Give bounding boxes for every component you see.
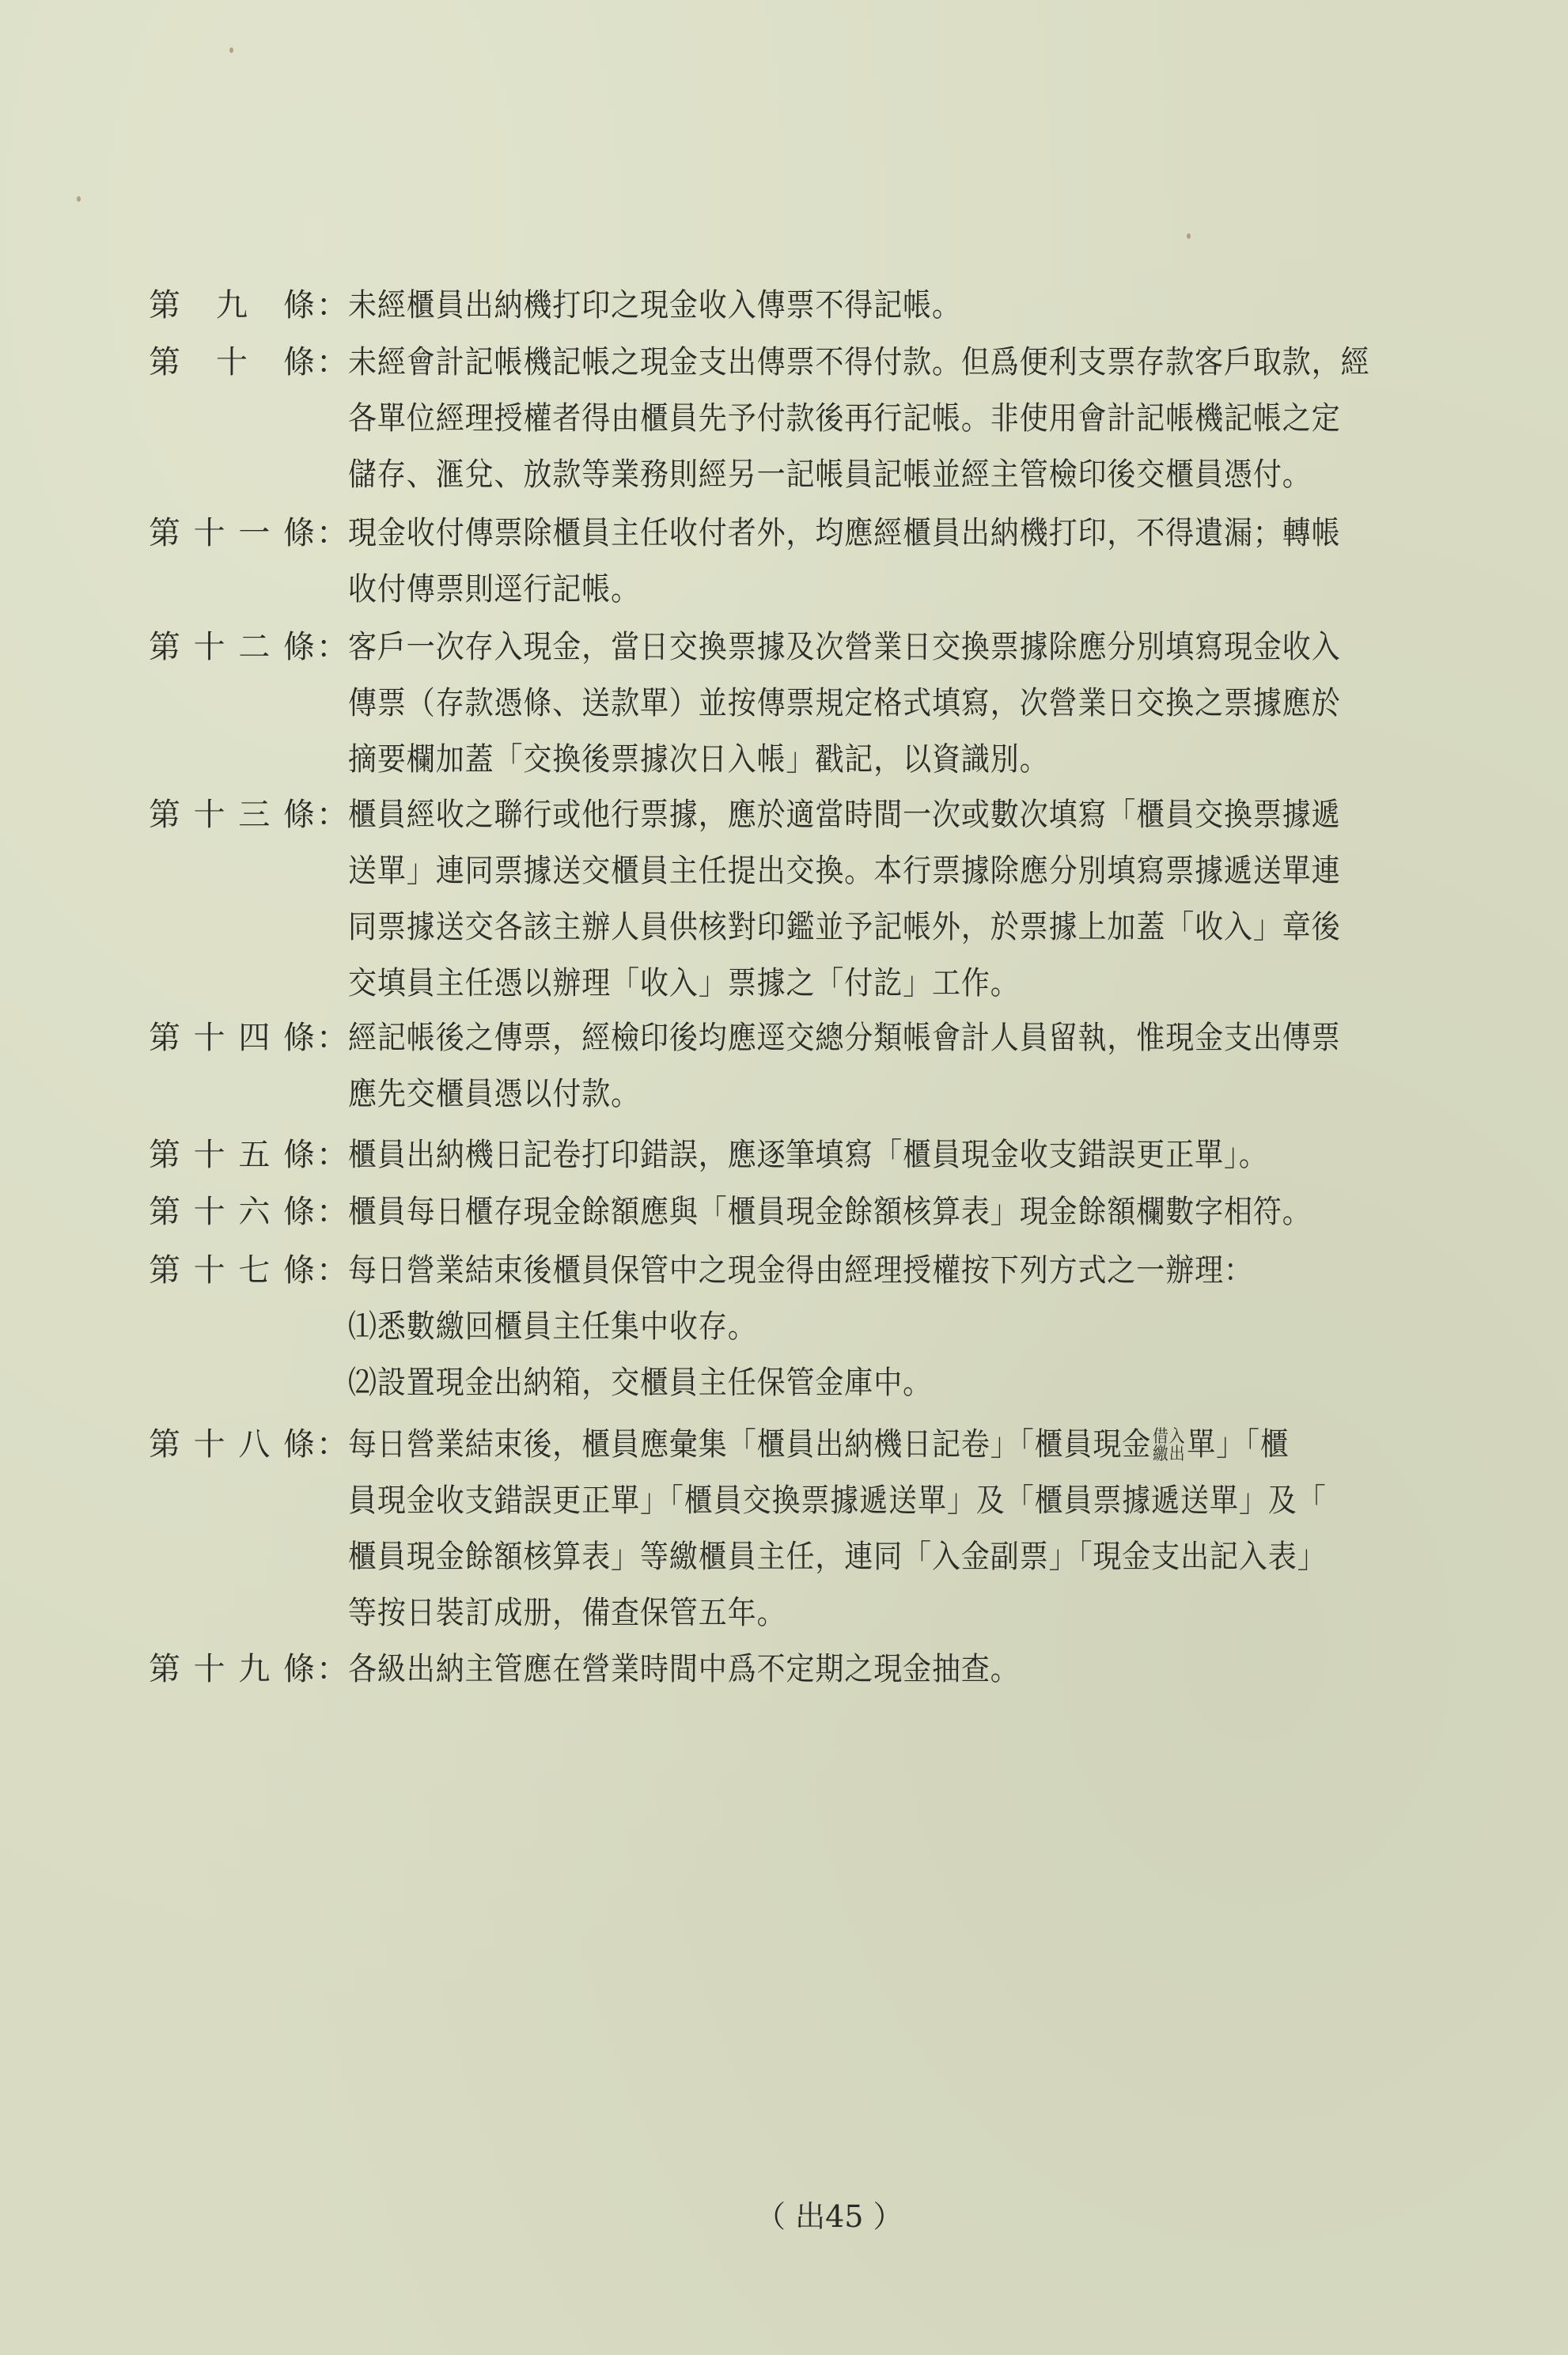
article-line: 送單」連同票據送交櫃員主任提出交換。本行票據除應分別填寫票據遞送單連 (348, 853, 1341, 889)
article-line: 櫃員出納機日記卷打印錯誤，應逐筆填寫「櫃員現金收支錯誤更正單」。 (348, 1137, 1268, 1173)
stacked-annotation: 借入 繳出 (1153, 1427, 1186, 1464)
article-body (348, 287, 1456, 346)
article-body (348, 1653, 1456, 1709)
article-label: 第 九 條 (149, 287, 315, 324)
article-line: 每日營業結束後櫃員保管中之現金得由經理授權按下列方式之一辦理： (348, 1252, 1253, 1289)
article-colon: ： (316, 344, 348, 381)
article-line: 經記帳後之傳票，經檢印後均應逕交總分類帳會計人員留執，惟現金支出傳票 (348, 1020, 1341, 1056)
article-colon: ： (316, 287, 348, 324)
list-item-2: ⑵設置現金出納箱，交櫃員主任保管金庫中。 (348, 1365, 932, 1401)
article-body (348, 1426, 1456, 1653)
article-line: 現金收付傳票除櫃員主任收付者外，均應經櫃員出納機打印，不得遺漏；轉帳 (348, 515, 1341, 551)
article-body (348, 1139, 1456, 1195)
article-line: 未經櫃員出納機打印之現金收入傳票不得記帳。 (348, 287, 961, 324)
article-colon: ： (316, 797, 348, 833)
article-body (348, 517, 1456, 630)
page-number: （ 出45 ） (756, 2199, 903, 2234)
article-label: 第 十 二 條 (149, 629, 315, 665)
article-label: 第 十 九 條 (149, 1651, 315, 1687)
article-label: 第 十 八 條 (149, 1426, 315, 1463)
article-line: 櫃員現金餘額核算表」等繳櫃員主任，連同「入金副票」「現金支出記入表」 (348, 1539, 1327, 1575)
article-line: 收付傳票則逕行記帳。 (348, 571, 640, 608)
article-body (348, 631, 1456, 800)
article-colon: ： (316, 1651, 348, 1687)
article-body (348, 346, 1456, 515)
article-colon: ： (316, 1137, 348, 1173)
article-line: 傳票（存款憑條、送款單）並按傳票規定格式填寫，次營業日交換之票據應於 (348, 685, 1341, 721)
article-line: 每日營業結束後，櫃員應彙集「櫃員出納機日記卷」「櫃員現金 借入 繳出 單」「櫃 (348, 1426, 1290, 1464)
list-item-1: ⑴悉數繳回櫃員主任集中收存。 (348, 1308, 757, 1345)
article-body (348, 1252, 1456, 1423)
article-line: 未經會計記帳機記帳之現金支出傳票不得付款。但爲便利支票存款客戶取款，經 (348, 344, 1370, 381)
article-colon: ： (316, 515, 348, 551)
article-line: 儲存、滙兌、放款等業務則經另一記帳員記帳並經主管檢印後交櫃員憑付。 (348, 456, 1312, 493)
article-line: 摘要欄加蓋「交換後票據次日入帳」戳記，以資識別。 (348, 741, 1049, 778)
article-label: 第 十 六 條 (149, 1194, 315, 1230)
article-label: 第 十 四 條 (149, 1020, 315, 1056)
article-line: 櫃員每日櫃存現金餘額應與「櫃員現金餘額核算表」現金餘額欄數字相符。 (348, 1194, 1312, 1230)
article-label: 第 十 條 (149, 344, 315, 381)
article-line: 交填員主任憑以辦理「收入」票據之「付訖」工作。 (348, 965, 1020, 1001)
article-line: 櫃員經收之聯行或他行票據，應於適當時間一次或數次填寫「櫃員交換票據遞 (348, 797, 1341, 833)
article-body (348, 1196, 1456, 1252)
paper-speck (229, 47, 233, 53)
article-line: 各單位經理授權者得由櫃員先予付款後再行記帳。非使用會計記帳機記帳之定 (348, 400, 1341, 437)
article-colon: ： (316, 1426, 348, 1463)
article-line: 員現金收支錯誤更正單」「櫃員交換票據遞送單」及「櫃員票據遞送單」及「 (348, 1482, 1327, 1519)
article-colon: ： (316, 1194, 348, 1230)
article-body (348, 1022, 1456, 1134)
article-colon: ： (316, 629, 348, 665)
article-line: 客戶一次存入現金，當日交換票據及次營業日交換票據除應分別填寫現金收入 (348, 629, 1341, 665)
article-line: 應先交櫃員憑以付款。 (348, 1076, 640, 1112)
article-label: 第 十 五 條 (149, 1137, 315, 1173)
article-line: 同票據送交各該主辦人員供核對印鑑並予記帳外，於票據上加蓋「收入」章後 (348, 909, 1341, 945)
article-label: 第 十 一 條 (149, 515, 315, 551)
paper-speck (77, 196, 81, 202)
article-line: 各級出納主管應在營業時間中爲不定期之現金抽查。 (348, 1651, 1020, 1687)
article-line: 等按日裝訂成册，備查保管五年。 (348, 1595, 786, 1631)
article-body (348, 799, 1456, 1024)
paper-speck (1187, 233, 1191, 239)
article-label: 第 十 七 條 (149, 1252, 315, 1289)
article-colon: ： (316, 1020, 348, 1056)
article-label: 第 十 三 條 (149, 797, 315, 833)
article-colon: ： (316, 1252, 348, 1289)
